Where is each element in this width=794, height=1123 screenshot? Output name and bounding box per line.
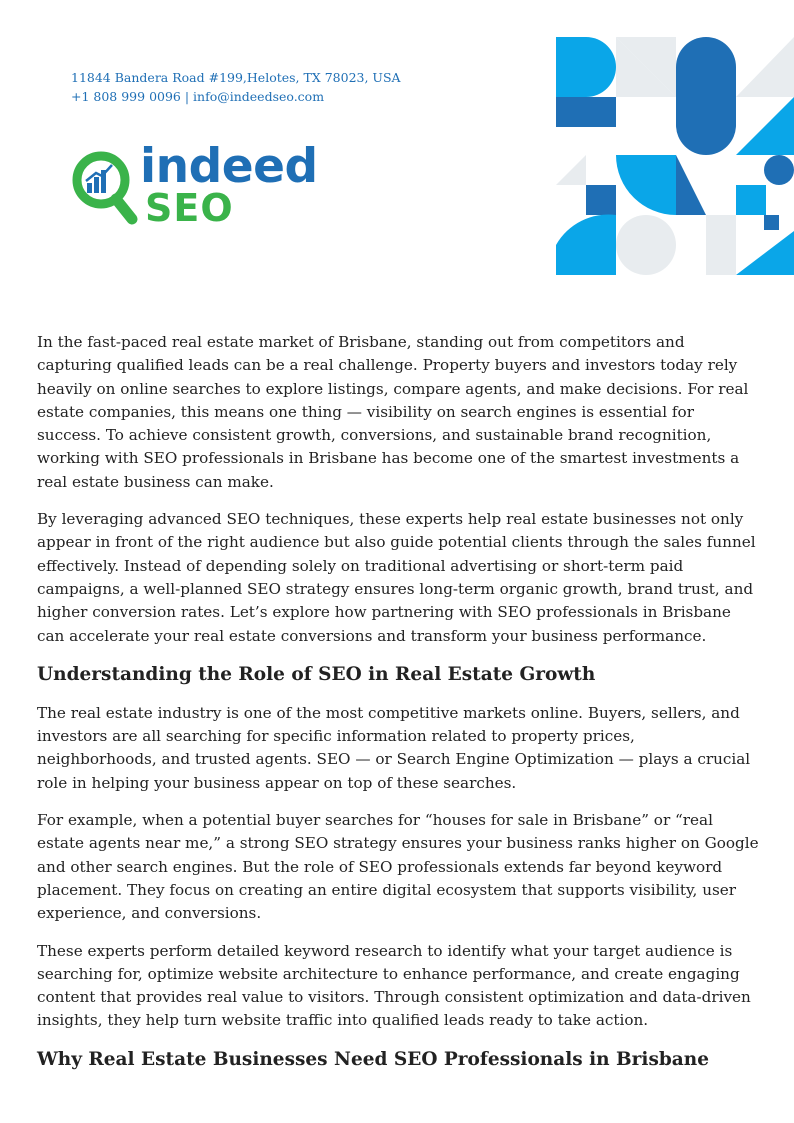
paragraph-industry: The real estate industry is one of the most competitive markets online. Buyers, sellers, and investors are all searching for specific information related to property prices, neighborhoods, and trusted agents. SEO — or Search Engine Optimization — plays a crucial role in helping your business appear on top of these searches.: [37, 703, 751, 792]
heading-why-need-seo: Why Real Estate Businesses Need SEO Professionals in Brisbane: [37, 1048, 710, 1070]
paragraph-intro: In the fast-paced real estate market of Brisbane, standing out from competitors and capturing qualified leads can be a real challenge. Property buyers and investors today rely heavily on online searches to explore listings, compare agents, and make decisions. For real estate companies, this means one thing — visibility on search engines is essential for success. To achieve consistent growth, conversions, and sustainable brand recognition, working with SEO professionals in Brisbane has become one of the smartest investments a real estate business can make.: [37, 333, 749, 491]
article-body: [37, 331, 759, 1087]
magnifier-chart-icon: [70, 147, 140, 227]
logo-wordmark-seo: SEO: [145, 186, 234, 230]
company-logo: [70, 139, 330, 235]
paragraph-example: For example, when a potential buyer searches for “houses for sale in Brisbane” or “real estate agents near me,” a strong SEO strategy ensures your business ranks higher on Google and other search engines. But the role of SEO professionals extends far beyond keyword placement. They focus on creating an entire digital ecosystem that supports visibility, user experience, and conversions.: [37, 811, 759, 923]
phone-email-text[interactable]: +1 808 999 0096 | info@indeedseo.com: [71, 89, 325, 104]
paragraph-experts: These experts perform detailed keyword research to identify what your target audience is searching for, optimize website architecture to enhance performance, and create engaging content that provides real value to visitors. Through consistent optimization and data-driven insights, they help turn website traffic into qualified leads ready to take action.: [37, 941, 751, 1030]
contact-block: [71, 68, 401, 106]
heading-role-of-seo: Understanding the Role of SEO in Real Estate Growth: [37, 663, 596, 685]
logo-wordmark-indeed: indeed: [140, 139, 318, 194]
geometric-decoration: [556, 37, 794, 275]
address-text: 11844 Bandera Road #199,Helotes, TX 78023, USA: [71, 70, 401, 85]
paragraph-leveraging: By leveraging advanced SEO techniques, these experts help real estate businesses not only appear in front of the right audience but also guide potential clients through the sales funnel effectively. Instead of depending solely on traditional advertising or short-term paid campaigns, a well-planned SEO strategy ensures long-term organic growth, brand trust, and higher conversion rates. Let’s explore how partnering with SEO professionals in Brisbane can accelerate your real estate conversions and transform your business performance.: [37, 510, 756, 645]
